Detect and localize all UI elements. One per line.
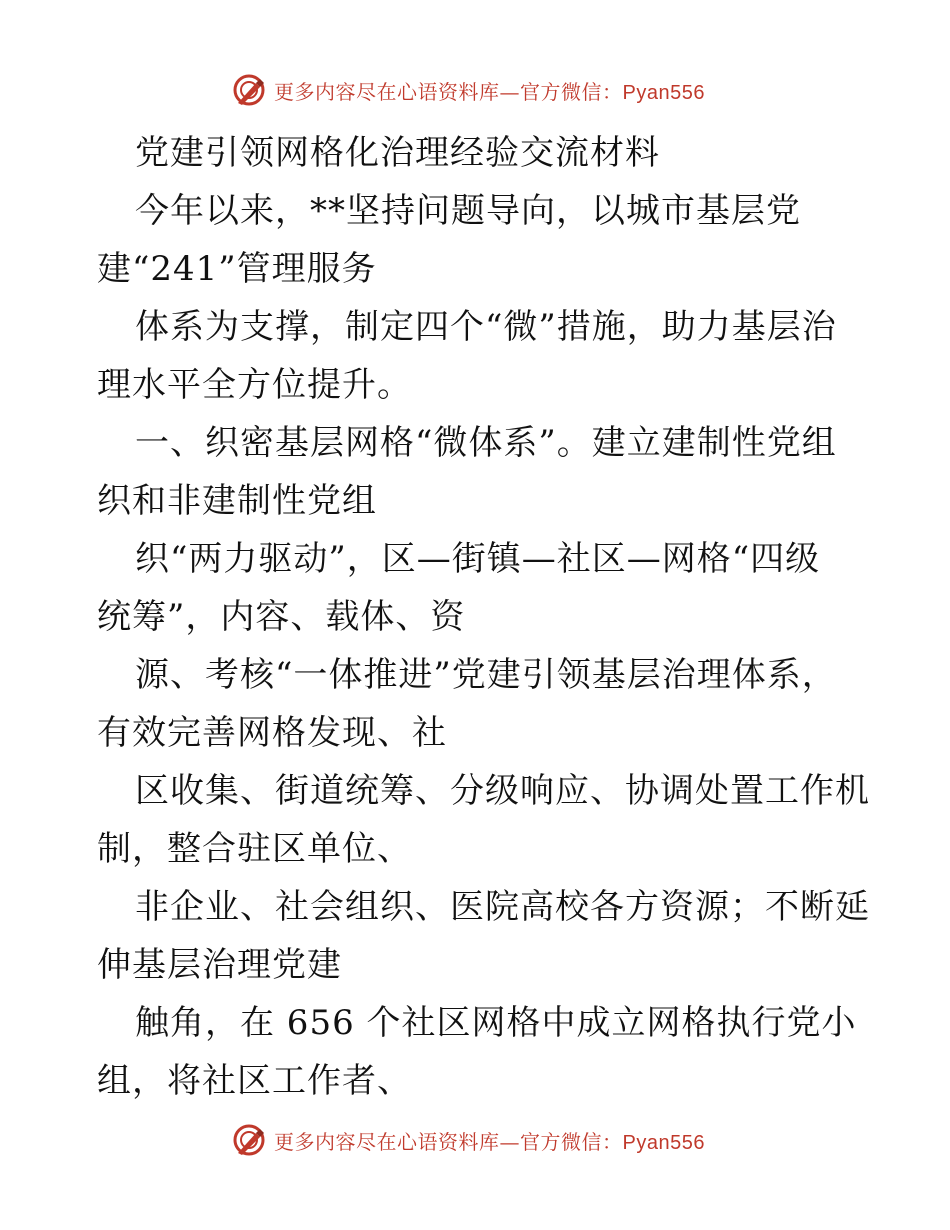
watermark-text-cn: 更多内容尽在心语资料库—官方微信： xyxy=(274,1129,623,1154)
paragraph-line: 今年以来，**坚持问题导向，以城市基层党 xyxy=(135,191,801,231)
paragraph-line: 理水平全方位提升。 xyxy=(97,365,412,405)
paragraph-line: 体系为支撑，制定四个“微”措施，助力基层治 xyxy=(135,307,837,347)
watermark-banner-bottom xyxy=(232,1120,752,1160)
doc-title: 党建引领网格化治理经验交流材料 xyxy=(135,133,660,173)
paragraph-line: 统筹”，内容、载体、资 xyxy=(97,597,466,637)
watermark-banner-top xyxy=(232,70,752,110)
pen-logo-icon xyxy=(232,73,266,107)
watermark-text-latin: Pyan556 xyxy=(622,1131,705,1154)
paragraph-line: 织“两力驱动”，区—街镇—社区—网格“四级 xyxy=(135,539,821,579)
paragraph-line: 一、织密基层网格“微体系”。建立建制性党组 xyxy=(135,423,837,463)
paragraph-line: 源、考核“一体推进”党建引领基层治理体系， xyxy=(135,655,837,695)
paragraph-line: 区收集、街道统筹、分级响应、协调处置工作机 xyxy=(135,771,870,811)
watermark-text-latin: Pyan556 xyxy=(622,81,705,104)
paragraph-line: 组，将社区工作者、 xyxy=(97,1061,412,1101)
paragraph-line: 建“241”管理服务 xyxy=(97,249,377,289)
watermark-text xyxy=(274,76,705,105)
document-body xyxy=(97,124,870,1110)
paragraph-line: 织和非建制性党组 xyxy=(97,481,377,521)
paragraph-line: 非企业、社会组织、医院高校各方资源；不断延 xyxy=(135,887,870,927)
paragraph-line: 触角，在 656 个社区网格中成立网格执行党小 xyxy=(135,1003,857,1043)
watermark-text xyxy=(274,1126,705,1155)
paragraph-line: 制，整合驻区单位、 xyxy=(97,829,412,869)
pen-logo-icon xyxy=(232,1123,266,1157)
paragraph-line: 伸基层治理党建 xyxy=(97,945,342,985)
watermark-text-cn: 更多内容尽在心语资料库—官方微信： xyxy=(274,79,623,104)
paragraph-line: 有效完善网格发现、社 xyxy=(97,713,447,753)
